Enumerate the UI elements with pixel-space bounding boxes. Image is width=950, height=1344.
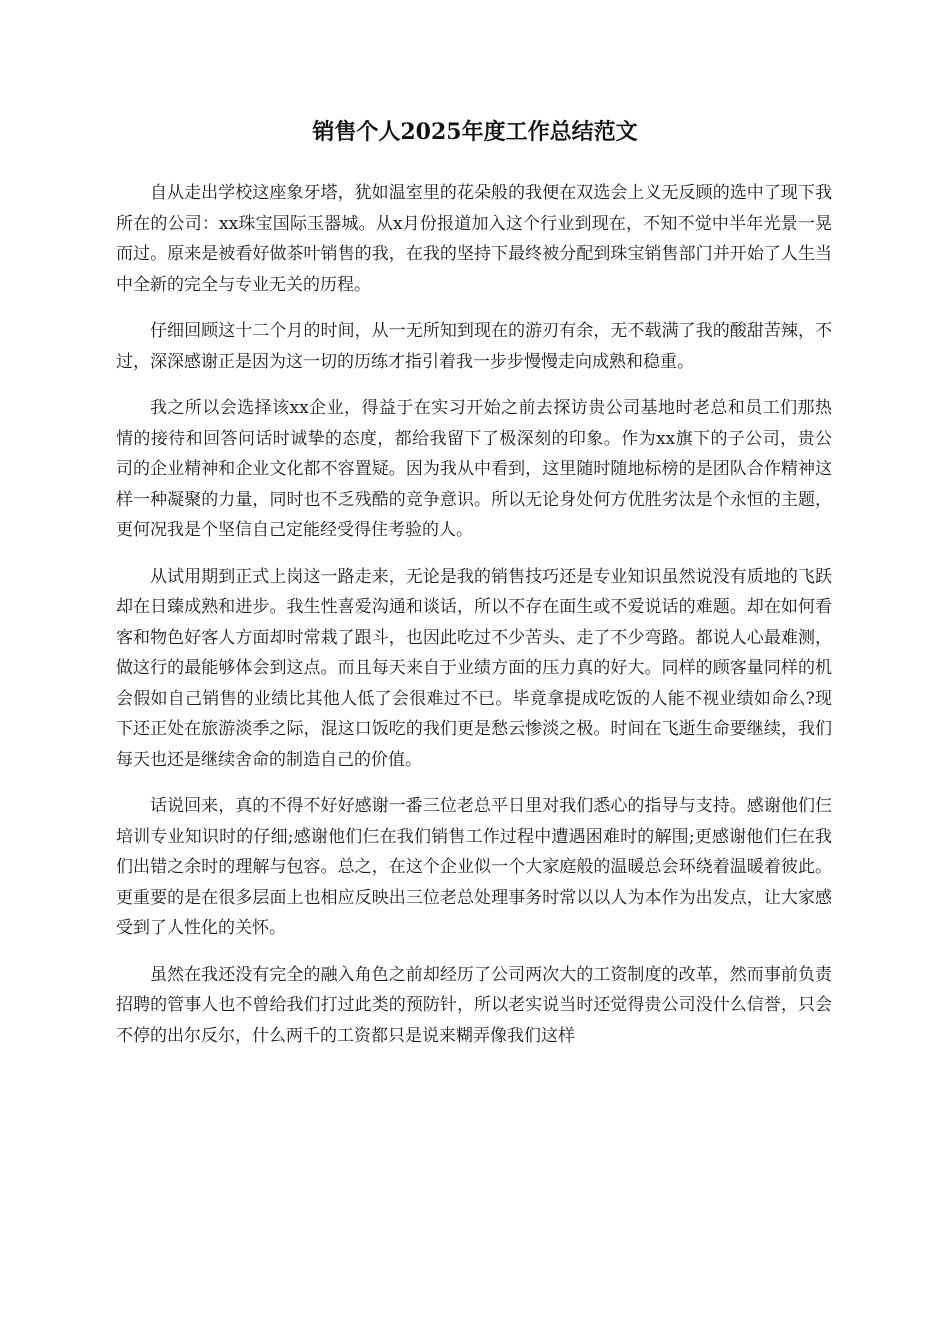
paragraph-1: 自从走出学校这座象牙塔，犹如温室里的花朵般的我便在双选会上义无反顾的选中了现下我所在的公司：xx珠宝国际玉器城。从x月份报道加入这个行业到现在，不知不觉中半年光景一晃而过。原来是被看好做茶叶销售的我，在我的坚持下最终被分配到珠宝销售部门并开始了人生当中全新的完全与专业无关的历程。 xyxy=(116,183,832,295)
document-title: 销售个人2025年度工作总结范文 xyxy=(312,119,638,145)
document-body xyxy=(116,178,832,1067)
paragraph-5: 话说回来，真的不得不好好感谢一番三位老总平日里对我们悉心的指导与支持。感谢他们仨培训专业知识时的仔细;感谢他们仨在我们销售工作过程中遭遇困难时的解围;更感谢他们仨在我们出错之余时的理解与包容。总之，在这个企业似一个大家庭般的温暖总会环绕着温暖着彼此。更重要的是在很多层面上也相应反映出三位老总处理事务时常以以人为本作为出发点，让大家感受到了人性化的关怀。 xyxy=(116,796,832,938)
paragraph-6: 虽然在我还没有完全的融入角色之前却经历了公司两次大的工资制度的改革，然而事前负责招聘的管事人也不曾给我们打过此类的预防针，所以老实说当时还觉得贵公司没什么信誉，只会不停的出尔反尔，什么两千的工资都只是说来糊弄像我们这样 xyxy=(116,964,832,1046)
paragraph-2: 仔细回顾这十二个月的时间，从一无所知到现在的游刃有余，无不载满了我的酸甜苦辣，不过，深深感谢正是因为这一切的历练才指引着我一步步慢慢走向成熟和稳重。 xyxy=(116,321,832,372)
paragraph-4: 从试用期到正式上岗这一路走来，无论是我的销售技巧还是专业知识虽然说没有质地的飞跃却在日臻成熟和进步。我生性喜爱沟通和谈话，所以不存在面生或不爱说话的难题。却在如何看客和物色好客人方面却时常栽了跟斗，也因此吃过不少苦头、走了不少弯路。都说人心最难测，做这行的最能够体会到这点。而且每天来自于业绩方面的压力真的好大。同样的顾客量同样的机会假如自己销售的业绩比其他人低了会很难过不已。毕竟拿提成吃饭的人能不视业绩如命么?现下还正处在旅游淡季之际，混这口饭吃的我们更是愁云惨淡之极。时间在飞逝生命要继续，我们每天也还是继续舍命的制造自己的价值。 xyxy=(116,566,832,770)
paragraph-3: 我之所以会选择该xx企业，得益于在实习开始之前去探访贵公司基地时老总和员工们那热情的接待和回答问话时诚挚的态度，都给我留下了极深刻的印象。作为xx旗下的子公司，贵公司的企业精神和企业文化都不容置疑。因为我从中看到，这里随时随地标榜的是团队合作精神这样一种凝聚的力量，同时也不乏残酷的竞争意识。所以无论身处何方优胜劣汰是个永恒的主题，更何况我是个坚信自己定能经受得住考验的人。 xyxy=(116,398,832,540)
